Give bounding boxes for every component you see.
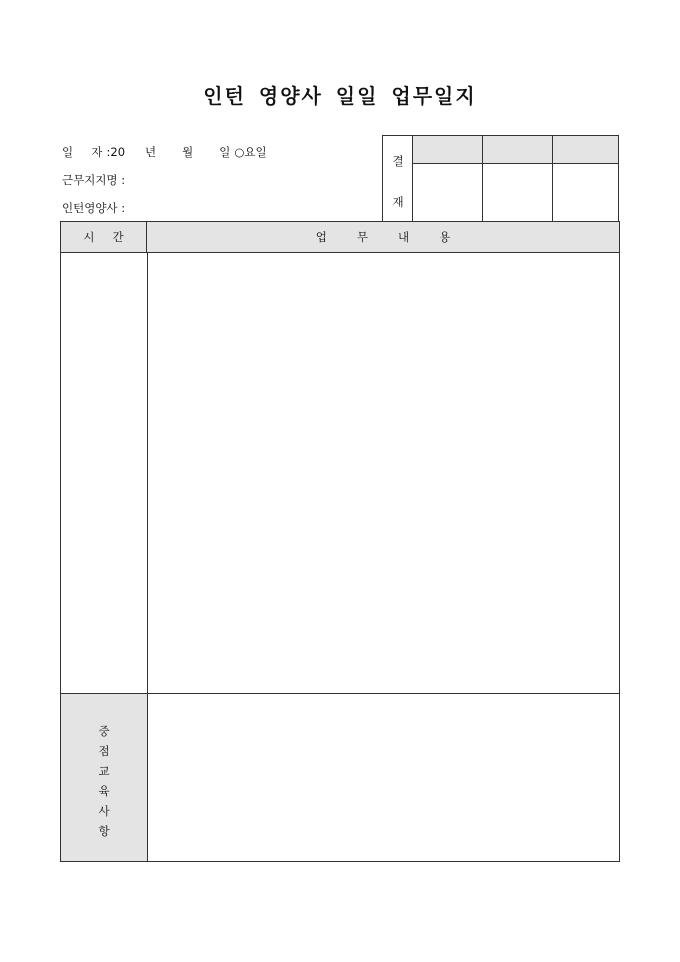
education-content-area[interactable] <box>148 694 619 861</box>
education-char: 교 <box>98 764 110 778</box>
month-label: 월 <box>182 145 194 159</box>
work-log-table <box>60 221 620 862</box>
date-row <box>62 144 267 160</box>
approval-slot-1[interactable] <box>413 136 483 222</box>
time-column[interactable] <box>61 253 147 693</box>
approval-label <box>383 136 413 222</box>
education-char: 육 <box>98 784 110 798</box>
intern-row <box>62 200 125 216</box>
education-char: 항 <box>98 824 110 838</box>
year-label: 년 <box>145 145 157 159</box>
table-header <box>61 222 619 253</box>
workplace-row <box>62 172 125 188</box>
day-label: 일 <box>219 145 231 159</box>
date-prefix: :20 <box>106 145 126 159</box>
education-char: 사 <box>98 804 110 818</box>
time-header: 시간 <box>61 222 147 252</box>
work-content-area[interactable] <box>148 253 619 693</box>
education-char: 중 <box>98 724 110 738</box>
weekday-label: ○요일 <box>234 145 267 159</box>
content-header: 업무내용 <box>315 230 481 244</box>
approval-label-top: 결 <box>392 154 404 168</box>
approval-box <box>382 135 619 221</box>
page-title: 인턴 영양사 일일 업무일지 <box>203 84 477 108</box>
date-label: 일 자 <box>62 145 103 159</box>
education-char: 점 <box>98 744 110 758</box>
workplace-label: 근무지지명 : <box>62 173 126 187</box>
intern-label: 인턴영양사 : <box>62 201 126 215</box>
education-label <box>61 694 147 861</box>
approval-slot-2[interactable] <box>483 136 553 222</box>
approval-label-bottom: 재 <box>392 195 404 209</box>
approval-slot-3[interactable] <box>553 136 618 222</box>
